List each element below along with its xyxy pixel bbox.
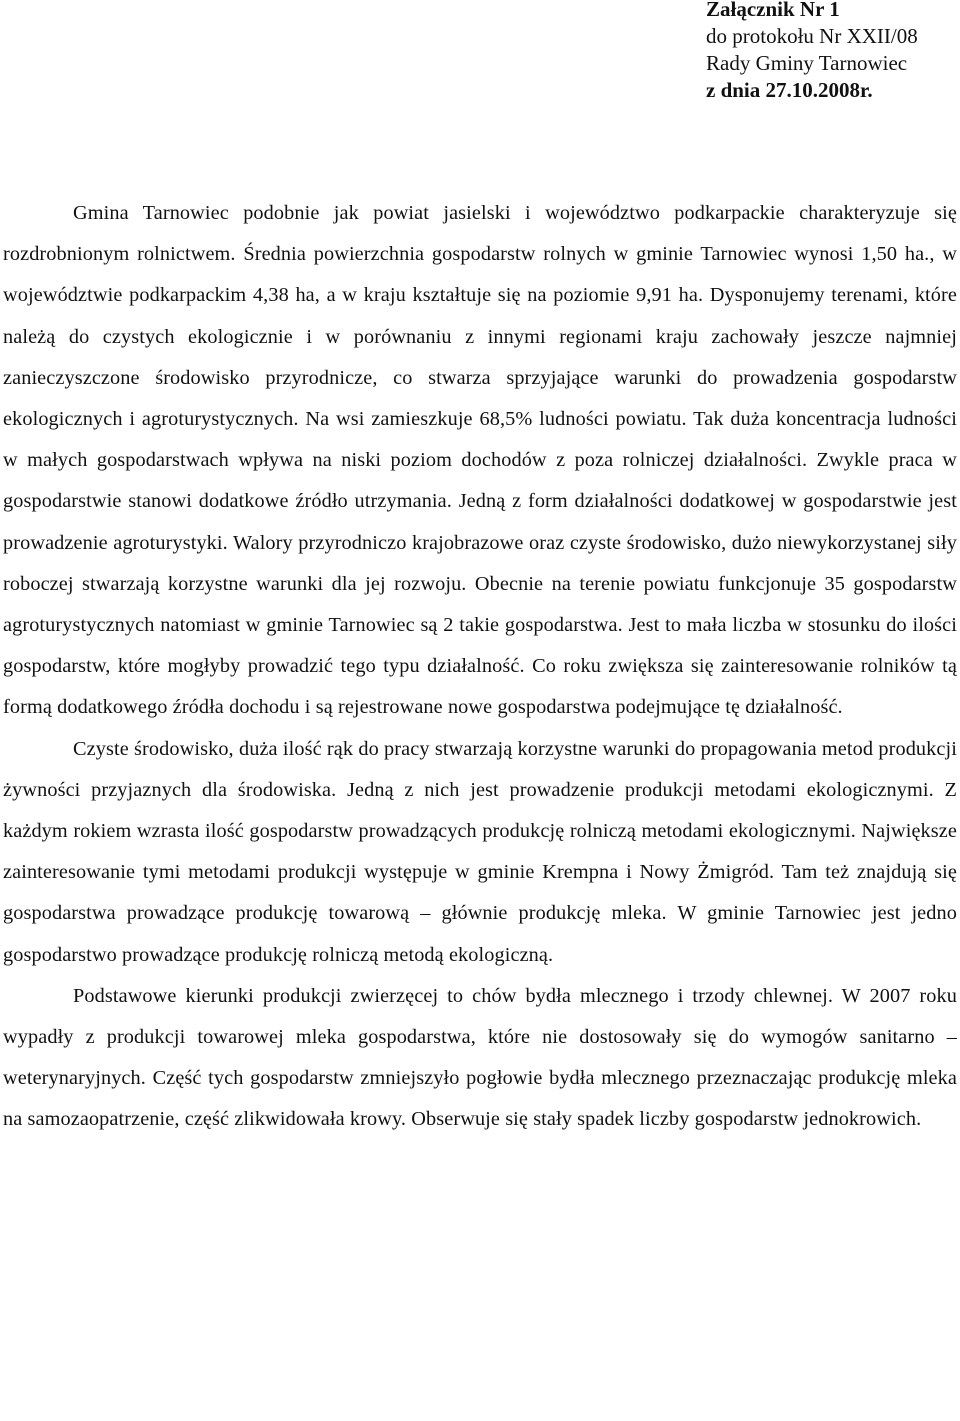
document-body (3, 193, 957, 1141)
paragraph-agriculture: Gmina Tarnowiec podobnie jak powiat jasielski i województwo podkarpackie charakteryzuje się rozdrobnionym rolnictwem. Średnia powierzchnia gospodarstw rolnych w gminie Tarnowiec wynosi 1,50 ha., w województwie podkarpackim 4,38 ha, a w kraju kształtuje się na poziomie 9,91 ha. Dysponujemy terenami, które należą do czystych ekologicznie i w porównaniu z innymi regionami kraju zachowały jeszcze najmniej zanieczyszczone środowisko przyrodnicze, co stwarza sprzyjające warunki do prowadzenia gospodarstw ekologicznych i agroturystycznych. Na wsi zamieszkuje 68,5% ludności powiatu. Tak duża koncentracja ludności w małych gospodarstwach wpływa na niski poziom dochodów z poza rolniczej działalności. Zwykle praca w gospodarstwie stanowi dodatkowe źródło utrzymania. Jedną z form działalności dodatkowej w gospodarstwie jest prowadzenie agroturystyki. Walory przyrodniczo krajobrazowe oraz czyste środowisko, dużo niewykorzystanej siły roboczej stwarzają korzystne warunki dla jej rozwoju. Obecnie na terenie powiatu funkcjonuje 35 gospodarstw agroturystycznych natomiast w gminie Tarnowiec są 2 takie gospodarstwa. Jest to mała liczba w stosunku do ilości gospodarstw, które mogłyby prowadzić tego typu działalność. Co roku zwiększa się zainteresowanie rolników tą formą dodatkowego źródła dochodu i są rejestrowane nowe gospodarstwa podejmujące tę działalność. (3, 202, 957, 719)
attachment-header (706, 0, 956, 104)
protocol-reference: do protokołu Nr XXII/08 (706, 24, 918, 48)
document-date: z dnia 27.10.2008r. (706, 78, 873, 102)
paragraph-ecological-production: Czyste środowisko, duża ilość rąk do pracy stwarzają korzystne warunki do propagowania metod produkcji żywności przyjaznych dla środowiska. Jedną z nich jest prowadzenie produkcji metodami ekologicznymi. Z każdym rokiem wzrasta ilość gospodarstw prowadzących produkcję rolniczą metodami ekologicznymi. Największe zainteresowanie tymi metodami produkcji występuje w gminie Krempna i Nowy Żmigród. Tam też znajdują się gospodarstwa prowadzące produkcję towarową – głównie produkcję mleka. W gminie Tarnowiec jest jedno gospodarstwo prowadzące produkcję rolniczą metodą ekologiczną. (3, 737, 957, 966)
council-name: Rady Gminy Tarnowiec (706, 51, 908, 75)
attachment-title: Załącznik Nr 1 (706, 0, 840, 21)
paragraph-livestock: Podstawowe kierunki produkcji zwierzęcej to chów bydła mlecznego i trzody chlewnej. W 2007 roku wypadły z produkcji towarowej mleka gospodarstwa, które nie dostosowały się do wymogów sanitarno – weterynaryjnych. Część tych gospodarstw zmniejszyło pogłowie bydła mlecznego przeznaczając produkcję mleka na samozaopatrzenie, część zlikwidowała krowy. Obserwuje się stały spadek liczby gospodarstw jednokrowich. (3, 984, 957, 1131)
